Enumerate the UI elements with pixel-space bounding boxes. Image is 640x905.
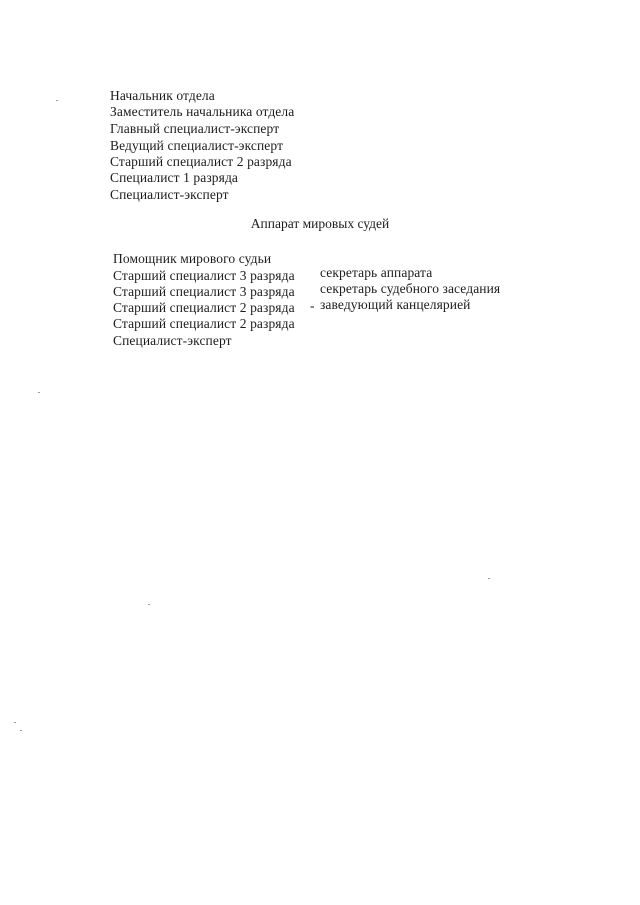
role-note: секретарь судебного заседания: [320, 281, 501, 296]
staff-line: Ведущий специалист-эксперт: [110, 138, 284, 153]
scan-speck: [488, 578, 490, 579]
scan-speck: [38, 392, 40, 393]
role-note: заведующий канцелярией: [320, 297, 471, 312]
magistrate-staff-line: Старший специалист 3 разряда: [113, 268, 295, 283]
scan-speck: [20, 730, 22, 731]
magistrate-staff-line: Старший специалист 2 разряда: [113, 300, 295, 315]
staff-line: Специалист 1 разряда: [110, 170, 239, 185]
section-heading: Аппарат мировых судей: [250, 216, 390, 231]
magistrate-staff-line: Помощник мирового судьи: [113, 251, 272, 266]
role-note: секретарь аппарата: [320, 265, 433, 280]
staff-line: Старший специалист 2 разряда: [110, 154, 292, 169]
magistrate-staff-line: Специалист-эксперт: [113, 333, 232, 348]
role-dash: -: [310, 298, 315, 313]
staff-line: Главный специалист-эксперт: [110, 121, 280, 136]
staff-line: Заместитель начальника отдела: [110, 104, 295, 119]
staff-line: Специалист-эксперт: [110, 187, 229, 202]
staff-line: Начальник отдела: [110, 88, 215, 103]
magistrate-staff-line: Старший специалист 2 разряда: [113, 316, 295, 331]
scan-speck: [148, 604, 150, 605]
magistrate-staff-line: Старший специалист 3 разряда: [113, 284, 295, 299]
scan-speck: [56, 100, 58, 101]
scan-speck: [14, 722, 16, 723]
